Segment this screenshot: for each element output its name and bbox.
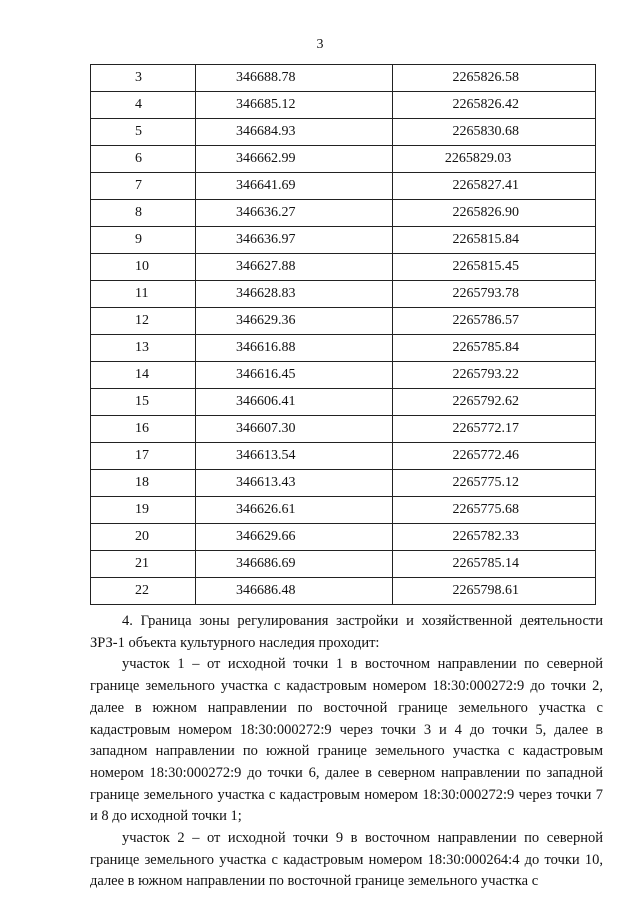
x-coordinate-cell: 346636.97 (196, 227, 393, 254)
x-coordinate-cell: 346626.61 (196, 497, 393, 524)
x-coordinate-cell: 346607.30 (196, 416, 393, 443)
table-row (91, 119, 596, 146)
y-coordinate-cell: 2265815.84 (392, 227, 595, 254)
coordinates-table-body (91, 65, 596, 605)
x-coordinate-cell: 346616.88 (196, 335, 393, 362)
point-number-cell: 7 (91, 173, 196, 200)
point-number-cell: 9 (91, 227, 196, 254)
table-row (91, 65, 596, 92)
x-coordinate-cell: 346613.43 (196, 470, 393, 497)
table-row (91, 146, 596, 173)
x-coordinate-cell: 346627.88 (196, 254, 393, 281)
point-number-cell: 11 (91, 281, 196, 308)
y-coordinate-cell: 2265782.33 (392, 524, 595, 551)
point-number-cell: 5 (91, 119, 196, 146)
x-coordinate-cell: 346628.83 (196, 281, 393, 308)
page-number: 3 (316, 37, 324, 52)
x-coordinate-cell: 346629.66 (196, 524, 393, 551)
point-number-cell: 10 (91, 254, 196, 281)
x-coordinate-cell: 346613.54 (196, 443, 393, 470)
table-row (91, 281, 596, 308)
table-row (91, 362, 596, 389)
point-number-cell: 21 (91, 551, 196, 578)
x-coordinate-cell: 346685.12 (196, 92, 393, 119)
y-coordinate-cell: 2265815.45 (392, 254, 595, 281)
table-row (91, 254, 596, 281)
x-coordinate-cell: 346641.69 (196, 173, 393, 200)
x-coordinate-cell: 346686.69 (196, 551, 393, 578)
y-coordinate-cell: 2265829.03 (392, 146, 595, 173)
y-coordinate-cell: 2265826.90 (392, 200, 595, 227)
point-number-cell: 13 (91, 335, 196, 362)
point-number-cell: 3 (91, 65, 196, 92)
table-row (91, 497, 596, 524)
table-row (91, 443, 596, 470)
point-number-cell: 15 (91, 389, 196, 416)
x-coordinate-cell: 346636.27 (196, 200, 393, 227)
y-coordinate-cell: 2265830.68 (392, 119, 595, 146)
table-row (91, 416, 596, 443)
y-coordinate-cell: 2265786.57 (392, 308, 595, 335)
point-number-cell: 6 (91, 146, 196, 173)
y-coordinate-cell: 2265826.42 (392, 92, 595, 119)
table-row (91, 551, 596, 578)
table-row (91, 173, 596, 200)
point-number-cell: 8 (91, 200, 196, 227)
paragraph-section-2: участок 2 – от исходной точки 9 в восточном направлении по северной границе земельного участка с кадастровым номером 18:30:000264:4 до точки 10, далее в южном направлении по восточной границе земельного участка с (90, 830, 603, 890)
paragraph-section-1: участок 1 – от исходной точки 1 в восточном направлении по северной границе земельного участка с кадастровым номером 18:30:000272:9 до точки 2, далее в южном направлении по восточной границе земельного участка с кадастровым номером 18:30:000272:9 через точки 3 и 4 до точки 5, далее в западном направлении по южной границе земельного участка с кадастровым номером 18:30:000272:9 до точки 6, далее в северном направлении по западной границе земельного участка с кадастровым номером 18:30:000272:9 через точки 7 и 8 до исходной точки 1; (90, 656, 603, 825)
document-body-text (90, 611, 603, 893)
point-number-cell: 20 (91, 524, 196, 551)
point-number-cell: 12 (91, 308, 196, 335)
table-row (91, 389, 596, 416)
point-number-cell: 4 (91, 92, 196, 119)
x-coordinate-cell: 346688.78 (196, 65, 393, 92)
y-coordinate-cell: 2265826.58 (392, 65, 595, 92)
y-coordinate-cell: 2265785.14 (392, 551, 595, 578)
table-row (91, 524, 596, 551)
x-coordinate-cell: 346662.99 (196, 146, 393, 173)
x-coordinate-cell: 346629.36 (196, 308, 393, 335)
y-coordinate-cell: 2265775.12 (392, 470, 595, 497)
table-row (91, 578, 596, 605)
point-number-cell: 18 (91, 470, 196, 497)
table-row (91, 227, 596, 254)
paragraph-boundary-intro: 4. Граница зоны регулирования застройки и хозяйственной деятельности ЗРЗ-1 объекта культурного наследия проходит: (90, 613, 603, 651)
y-coordinate-cell: 2265827.41 (392, 173, 595, 200)
y-coordinate-cell: 2265792.62 (392, 389, 595, 416)
coordinates-table (90, 64, 596, 605)
table-row (91, 470, 596, 497)
table-row (91, 200, 596, 227)
y-coordinate-cell: 2265793.78 (392, 281, 595, 308)
x-coordinate-cell: 346684.93 (196, 119, 393, 146)
point-number-cell: 17 (91, 443, 196, 470)
y-coordinate-cell: 2265772.46 (392, 443, 595, 470)
x-coordinate-cell: 346616.45 (196, 362, 393, 389)
table-row (91, 308, 596, 335)
point-number-cell: 14 (91, 362, 196, 389)
x-coordinate-cell: 346606.41 (196, 389, 393, 416)
y-coordinate-cell: 2265798.61 (392, 578, 595, 605)
y-coordinate-cell: 2265775.68 (392, 497, 595, 524)
point-number-cell: 16 (91, 416, 196, 443)
point-number-cell: 19 (91, 497, 196, 524)
x-coordinate-cell: 346686.48 (196, 578, 393, 605)
table-row (91, 92, 596, 119)
y-coordinate-cell: 2265772.17 (392, 416, 595, 443)
y-coordinate-cell: 2265785.84 (392, 335, 595, 362)
point-number-cell: 22 (91, 578, 196, 605)
table-row (91, 335, 596, 362)
y-coordinate-cell: 2265793.22 (392, 362, 595, 389)
